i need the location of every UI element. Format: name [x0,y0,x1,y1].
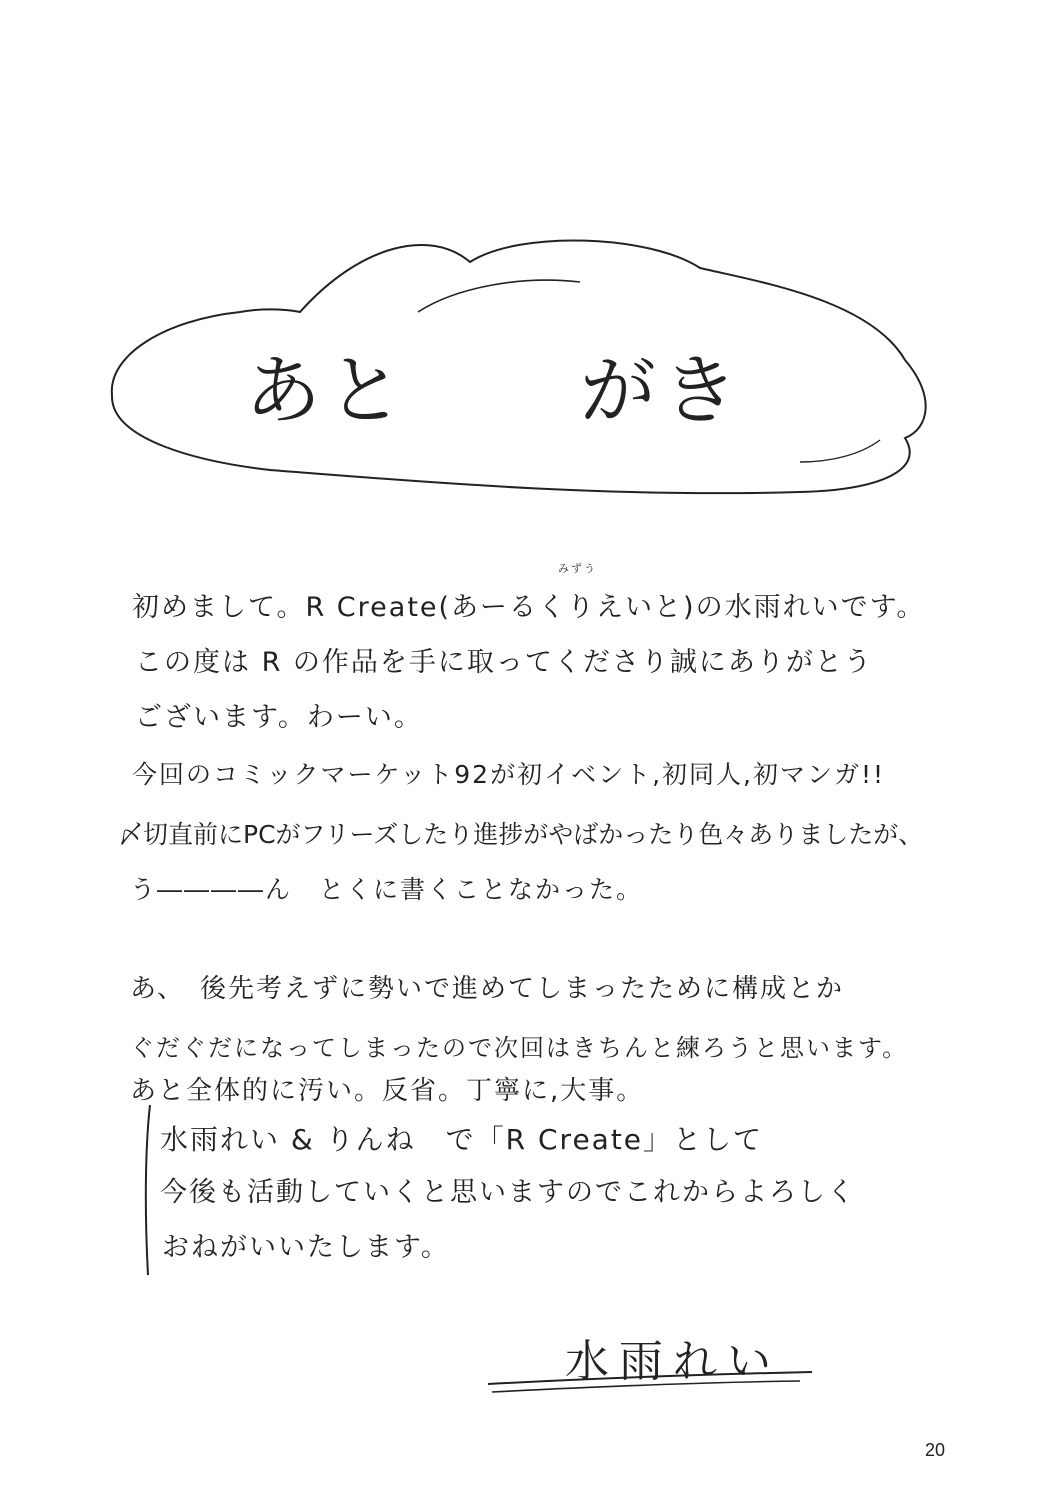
paragraph3-line3: おねがいいたします。 [162,1232,450,1263]
paragraph2-line1: あ、 後先考えずに勢いで進めてしまったために構成とか [130,974,844,1004]
title-part-1: あと [245,346,409,435]
paragraph2-line2: ぐだぐだになってしまったので次回はきちんと練ろうと思います。 [130,1034,909,1062]
paragraph2-line3: あと全体的に汚い。反省。丁寧に,大事。 [130,1076,645,1106]
paragraph1-line4: 今回のコミックマーケット92が初イベント,初同人,初マンガ!! [132,760,886,789]
page-number: 20 [925,1440,946,1460]
paragraph3-line2: 今後も活動していくと思いますのでこれからよろしく [160,1177,856,1208]
paragraph1-line3: ございます。わーい。 [135,702,423,733]
author-signature: 水雨れい [565,1336,781,1387]
afterword-title [150,330,850,440]
paragraph1-line1: 初めまして。R Create(あーるくりえいと)の水雨れいです。 [132,592,926,623]
furigana-mizuu: みずう [558,562,597,575]
title-part-2: がき [580,346,744,435]
paragraph3-line1: 水雨れい & りんね で「R Create」として [160,1123,764,1156]
paragraph1-line2: この度は R の作品を手に取ってくださり誠にありがとう [135,647,873,678]
paragraph1-line5: 〆切直前にPCがフリーズしたり進捗がやばかったり色々ありましたが、 [118,820,924,849]
paragraph1-line6: う――――ん とくに書くことなかった。 [130,875,644,904]
